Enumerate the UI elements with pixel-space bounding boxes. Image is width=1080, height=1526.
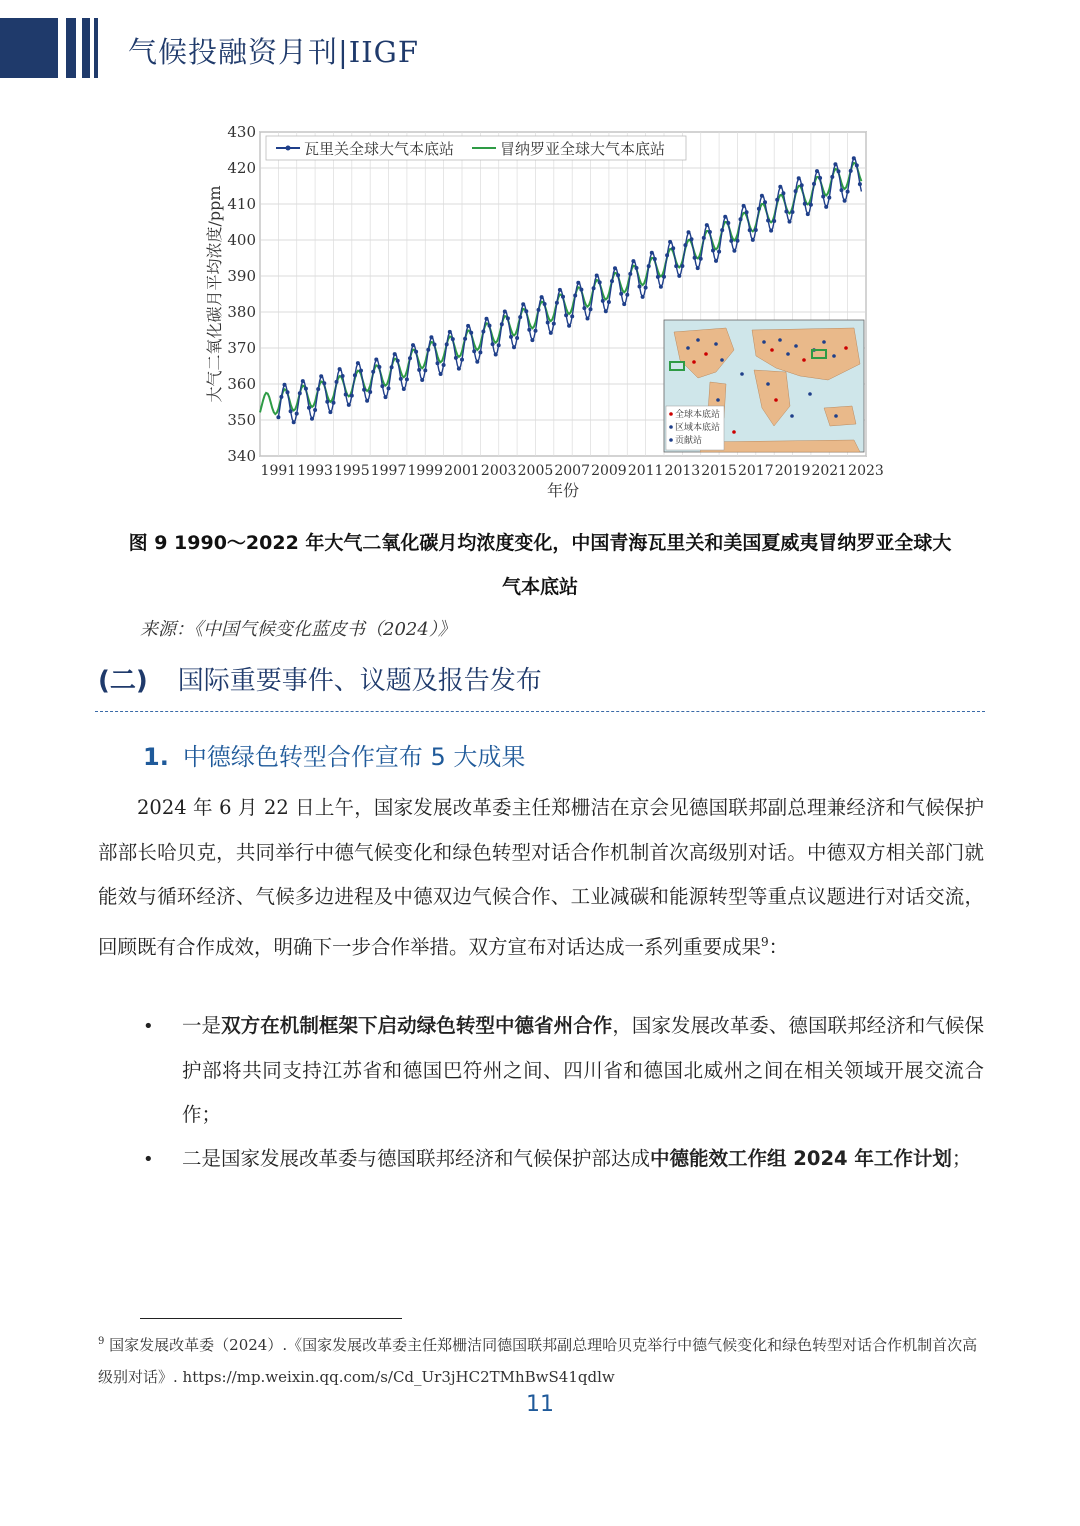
data-point (723, 215, 727, 219)
map-station-marker (808, 392, 812, 396)
data-point (390, 365, 394, 369)
data-point (610, 279, 614, 283)
data-point (687, 230, 691, 234)
data-point (662, 275, 666, 279)
data-point (540, 295, 544, 299)
data-point (512, 345, 516, 349)
data-point (561, 295, 565, 299)
map-station-marker (774, 398, 778, 402)
data-point (359, 369, 363, 373)
figure-caption: 图 9 1990～2022 年大气二氧化碳月均浓度变化，中国青海瓦里关和美国夏威夷冒纳罗亚全球大 (128, 532, 952, 554)
data-point (377, 365, 381, 369)
figure-caption-cont: 气本底站 (501, 576, 578, 598)
data-point (680, 264, 684, 268)
data-point (371, 370, 375, 374)
y-tick-label: 430 (227, 123, 256, 141)
data-point (818, 176, 822, 180)
y-tick-label: 400 (227, 231, 256, 249)
x-axis-label: 年份 (546, 481, 580, 500)
data-point (858, 182, 862, 186)
map-station-marker (832, 354, 836, 358)
bullet-marker: • (143, 1149, 154, 1170)
map-station-marker (778, 338, 782, 342)
data-point (846, 190, 850, 194)
page-number: 11 (526, 1392, 554, 1417)
data-point (809, 203, 813, 207)
data-point (325, 400, 329, 404)
x-tick-label: 2019 (774, 463, 811, 479)
data-point (579, 288, 583, 292)
bullet-prefix: 一是 (182, 1014, 222, 1037)
map-station-marker (686, 346, 690, 350)
data-point (784, 210, 788, 214)
data-point (564, 313, 568, 317)
bullet-rest: ，国家发展改革委、德国联邦经济和气候保护部将共同支持江苏省和德国巴符州之间、四川省和德国北威州之间在相关领域开展交流合作； (182, 1014, 984, 1126)
data-point (659, 285, 663, 289)
footnote (98, 1326, 984, 1393)
data-point (558, 288, 562, 292)
data-point (368, 390, 372, 394)
data-point (833, 162, 837, 166)
data-point (546, 321, 550, 325)
data-point (570, 314, 574, 318)
data-point (619, 292, 623, 296)
section-number: (二) (98, 666, 148, 696)
y-axis-label: 大气二氧化碳月平均浓度/ppm (205, 185, 224, 403)
data-point (815, 169, 819, 173)
data-point (335, 380, 339, 384)
data-point (732, 249, 736, 253)
data-point (699, 257, 703, 261)
data-point (821, 195, 825, 199)
data-point (414, 350, 418, 354)
map-station-marker (822, 340, 826, 344)
map-station-marker (692, 360, 696, 364)
figure-source: 来源：《中国气候变化蓝皮书（2024）》 (140, 619, 456, 640)
data-point (328, 410, 332, 414)
data-point (797, 176, 801, 180)
journal-title: 气候投融资月刊|IIGF (128, 35, 419, 69)
subsection-title: 中德绿色转型合作宣布 5 大成果 (182, 743, 526, 771)
x-tick-label: 2017 (737, 463, 774, 479)
bullet-bold: 中德能效工作组 2024 年工作计划 (650, 1147, 952, 1170)
page-header (0, 0, 1080, 80)
x-tick-label: 1991 (260, 463, 297, 479)
data-point (638, 285, 642, 289)
bullet-marker: • (143, 1016, 154, 1037)
data-point (429, 335, 433, 339)
co2-chart (190, 118, 900, 518)
subsection-heading (143, 737, 525, 772)
data-point (763, 200, 767, 204)
data-point (460, 358, 464, 362)
data-point (469, 331, 473, 335)
data-point (448, 330, 452, 334)
map-station-marker (770, 348, 774, 352)
data-point (405, 377, 409, 381)
data-point (803, 202, 807, 206)
y-tick-label: 420 (227, 159, 256, 177)
data-point (481, 330, 485, 334)
y-tick-label: 380 (227, 303, 256, 321)
y-tick-label: 390 (227, 267, 256, 285)
map-station-marker (794, 344, 798, 348)
data-point (279, 395, 283, 399)
body-paragraph (98, 786, 984, 970)
data-point (396, 359, 400, 363)
x-tick-label: 2013 (664, 463, 701, 479)
x-tick-label: 2001 (444, 463, 480, 479)
data-point (503, 310, 507, 314)
data-point (622, 302, 626, 306)
x-tick-label: 2009 (591, 463, 627, 479)
x-tick-label: 2015 (701, 463, 737, 479)
data-point (567, 324, 571, 328)
data-point (537, 308, 541, 312)
header-decor-bar (94, 18, 98, 78)
data-point (742, 204, 746, 208)
data-point (276, 415, 280, 419)
data-point (420, 378, 424, 382)
x-tick-label: 2023 (848, 463, 884, 479)
data-point (708, 230, 712, 234)
x-tick-label: 1999 (407, 463, 444, 479)
data-point (726, 221, 730, 225)
data-point (665, 253, 669, 257)
data-point (827, 196, 831, 200)
data-point (598, 280, 602, 284)
map-station-marker (720, 358, 724, 362)
data-point (350, 394, 354, 398)
data-point (757, 207, 761, 211)
map-station-marker (786, 352, 790, 356)
data-point (775, 198, 779, 202)
section-divider (95, 711, 985, 712)
data-point (616, 273, 620, 277)
data-point (604, 309, 608, 313)
data-point (607, 300, 611, 304)
data-point (794, 189, 798, 193)
data-point (647, 264, 651, 268)
data-point (454, 356, 458, 360)
x-tick-label: 2021 (811, 463, 848, 479)
data-point (806, 212, 810, 216)
data-point (402, 387, 406, 391)
list-item (182, 1137, 984, 1182)
map-station-marker (714, 342, 718, 346)
data-point (625, 293, 629, 297)
data-point (683, 243, 687, 247)
data-point (362, 388, 366, 392)
header-decor-bar (66, 18, 76, 78)
data-point (751, 238, 755, 242)
header-decor-bar (0, 18, 58, 78)
data-point (573, 294, 577, 298)
data-point (641, 295, 645, 299)
data-point (543, 302, 547, 306)
data-point (837, 169, 841, 173)
data-point (509, 335, 513, 339)
data-point (552, 322, 556, 326)
data-point (380, 384, 384, 388)
data-point (445, 342, 449, 346)
data-point (736, 239, 740, 243)
x-tick-label: 1997 (370, 463, 407, 479)
data-point (353, 373, 357, 377)
data-point (690, 237, 694, 241)
data-point (656, 275, 660, 279)
paragraph-text: 2024 年 6 月 22 日上午，国家发展改革委主任郑栅洁在京会见德国联邦副总理兼经济和气候保护部部长哈贝克，共同举行中德气候变化和绿色转型对话合作机制首次高级别对话。中德双方相关部门就能效与循环经济、气候多边进程及中德双边气候合作、工业减碳和能源转型等重点议题进行对话交流，回顾既有合作成效，明确下一步合作举措。双方宣布对话达成一系列重要成果 (98, 796, 984, 958)
data-point (650, 251, 654, 255)
data-point (781, 191, 785, 195)
footnote-number: 9 (98, 1336, 105, 1347)
data-point (316, 387, 320, 391)
data-point (332, 401, 336, 405)
data-point (374, 358, 378, 362)
data-point (347, 403, 351, 407)
map-station-marker (740, 372, 744, 376)
data-point (472, 349, 476, 353)
data-point (411, 343, 415, 347)
map-legend-marker (669, 438, 673, 442)
data-point (457, 367, 461, 371)
y-tick-label: 410 (227, 195, 256, 213)
y-tick-label: 360 (227, 375, 256, 393)
data-point (365, 399, 369, 403)
data-point (423, 368, 427, 372)
data-point (417, 368, 421, 372)
data-point (549, 331, 553, 335)
bullet-rest: ； (951, 1147, 972, 1170)
y-tick-label: 350 (227, 411, 256, 429)
map-legend-label: 贡献站 (675, 436, 703, 446)
map-station-marker (762, 340, 766, 344)
y-tick-label: 370 (227, 339, 256, 357)
data-point (433, 343, 437, 347)
data-point (631, 259, 635, 263)
data-point (534, 329, 538, 333)
x-tick-label: 1993 (297, 463, 333, 479)
data-point (295, 412, 299, 416)
x-tick-label: 2005 (517, 463, 554, 479)
data-point (286, 390, 290, 394)
data-point (491, 342, 495, 346)
paragraph-tail: ： (768, 935, 789, 958)
data-point (714, 259, 718, 263)
data-point (289, 409, 293, 413)
data-point (494, 353, 498, 357)
data-point (292, 420, 296, 424)
data-point (748, 228, 752, 232)
data-point (745, 210, 749, 214)
data-point (436, 361, 440, 365)
section-title: 国际重要事件、议题及报告发布 (177, 666, 542, 696)
data-point (527, 328, 531, 332)
map-station-marker (844, 346, 848, 350)
y-tick-label: 340 (227, 447, 256, 465)
data-point (717, 250, 721, 254)
data-point (778, 185, 782, 189)
data-point (674, 264, 678, 268)
data-point (668, 240, 672, 244)
map-station-marker (716, 398, 720, 402)
data-point (791, 210, 795, 214)
data-point (849, 169, 853, 173)
legend-label: 冒纳罗亚全球大气本底站 (500, 140, 666, 158)
map-station-marker (696, 338, 700, 342)
data-point (298, 391, 302, 395)
data-point (739, 217, 743, 221)
data-point (635, 266, 639, 270)
data-point (824, 205, 828, 209)
data-point (671, 246, 675, 250)
data-point (711, 249, 715, 253)
map-legend-marker (669, 412, 673, 416)
data-point (524, 309, 528, 313)
chart-svg (190, 118, 900, 518)
data-point (497, 343, 501, 347)
footnote-divider (140, 1318, 402, 1319)
data-point (766, 219, 770, 223)
map-station-marker (802, 358, 806, 362)
data-point (788, 220, 792, 224)
data-point (387, 386, 391, 390)
data-point (442, 363, 446, 367)
data-point (310, 417, 314, 421)
data-point (589, 307, 593, 311)
data-point (693, 256, 697, 260)
data-point (338, 367, 342, 371)
data-point (301, 379, 305, 383)
data-point (772, 219, 776, 223)
bullet-prefix: 二是国家发展改革委与德国联邦经济和气候保护部达成 (182, 1147, 651, 1170)
data-point (384, 395, 388, 399)
data-point (515, 336, 519, 340)
data-point (478, 350, 482, 354)
data-point (760, 194, 764, 198)
x-tick-label: 2007 (554, 463, 591, 479)
section-heading (98, 660, 542, 697)
map-legend-label: 区域本底站 (675, 423, 721, 433)
data-point (319, 374, 323, 378)
map-station-marker (766, 382, 770, 386)
data-point (408, 356, 412, 360)
map-legend-label: 全球本底站 (675, 410, 721, 420)
data-point (393, 352, 397, 356)
data-point (840, 188, 844, 192)
map-station-marker (732, 430, 736, 434)
data-point (344, 393, 348, 397)
data-point (696, 266, 700, 270)
data-point (399, 377, 403, 381)
x-tick-label: 2011 (627, 463, 664, 479)
data-point (555, 301, 559, 305)
data-point (830, 175, 834, 179)
map-station-marker (834, 414, 838, 418)
data-point (592, 286, 596, 290)
map-landmass (824, 406, 856, 426)
data-point (463, 337, 467, 341)
data-point (304, 387, 308, 391)
header-decor-bar (82, 18, 90, 78)
data-point (812, 182, 816, 186)
data-point (843, 199, 847, 203)
data-point (313, 408, 317, 412)
footnote-ref[interactable]: 9 (761, 934, 769, 949)
data-point (628, 272, 632, 276)
data-point (518, 315, 522, 319)
data-point (322, 381, 326, 385)
data-point (466, 324, 470, 328)
data-point (653, 257, 657, 261)
data-point (500, 322, 504, 326)
data-point (855, 163, 859, 167)
data-point (439, 372, 443, 376)
data-point (582, 306, 586, 310)
legend-marker (286, 146, 291, 151)
list-item (182, 1004, 984, 1138)
data-point (677, 274, 681, 278)
data-point (356, 361, 360, 365)
data-point (729, 239, 733, 243)
data-point (613, 266, 617, 270)
data-point (488, 324, 492, 328)
data-point (485, 317, 489, 321)
x-tick-label: 2003 (480, 463, 517, 479)
data-point (754, 228, 758, 232)
map-station-marker (790, 414, 794, 418)
data-point (595, 274, 599, 278)
data-point (800, 183, 804, 187)
legend-label: 瓦里关全球大气本底站 (304, 140, 455, 158)
data-point (521, 302, 525, 306)
data-point (644, 286, 648, 290)
map-legend-marker (669, 425, 673, 429)
data-point (769, 229, 773, 233)
data-point (283, 383, 287, 387)
data-point (530, 338, 534, 342)
data-point (586, 317, 590, 321)
map-station-marker (704, 352, 708, 356)
data-point (576, 281, 580, 285)
bullet-bold: 双方在机制框架下启动绿色转型中德省州合作 (221, 1014, 613, 1037)
data-point (341, 374, 345, 378)
data-point (852, 156, 856, 160)
data-point (451, 337, 455, 341)
data-point (426, 348, 430, 352)
data-point (705, 223, 709, 227)
subsection-number: 1. (143, 743, 169, 771)
data-point (307, 406, 311, 410)
data-point (601, 299, 605, 303)
x-tick-label: 1995 (333, 463, 370, 479)
footnote-text: 国家发展改革委（2024）.《国家发展改革委主任郑栅洁同德国联邦副总理哈贝克举行中德气候变化和绿色转型对话合作机制首次高级别对话》. https://mp.weixin.qq.com/s/Cd_Ur3jHC2TMhBwS41qdlw (98, 1336, 978, 1386)
data-point (475, 360, 479, 364)
data-point (720, 228, 724, 232)
data-point (506, 316, 510, 320)
data-point (702, 236, 706, 240)
